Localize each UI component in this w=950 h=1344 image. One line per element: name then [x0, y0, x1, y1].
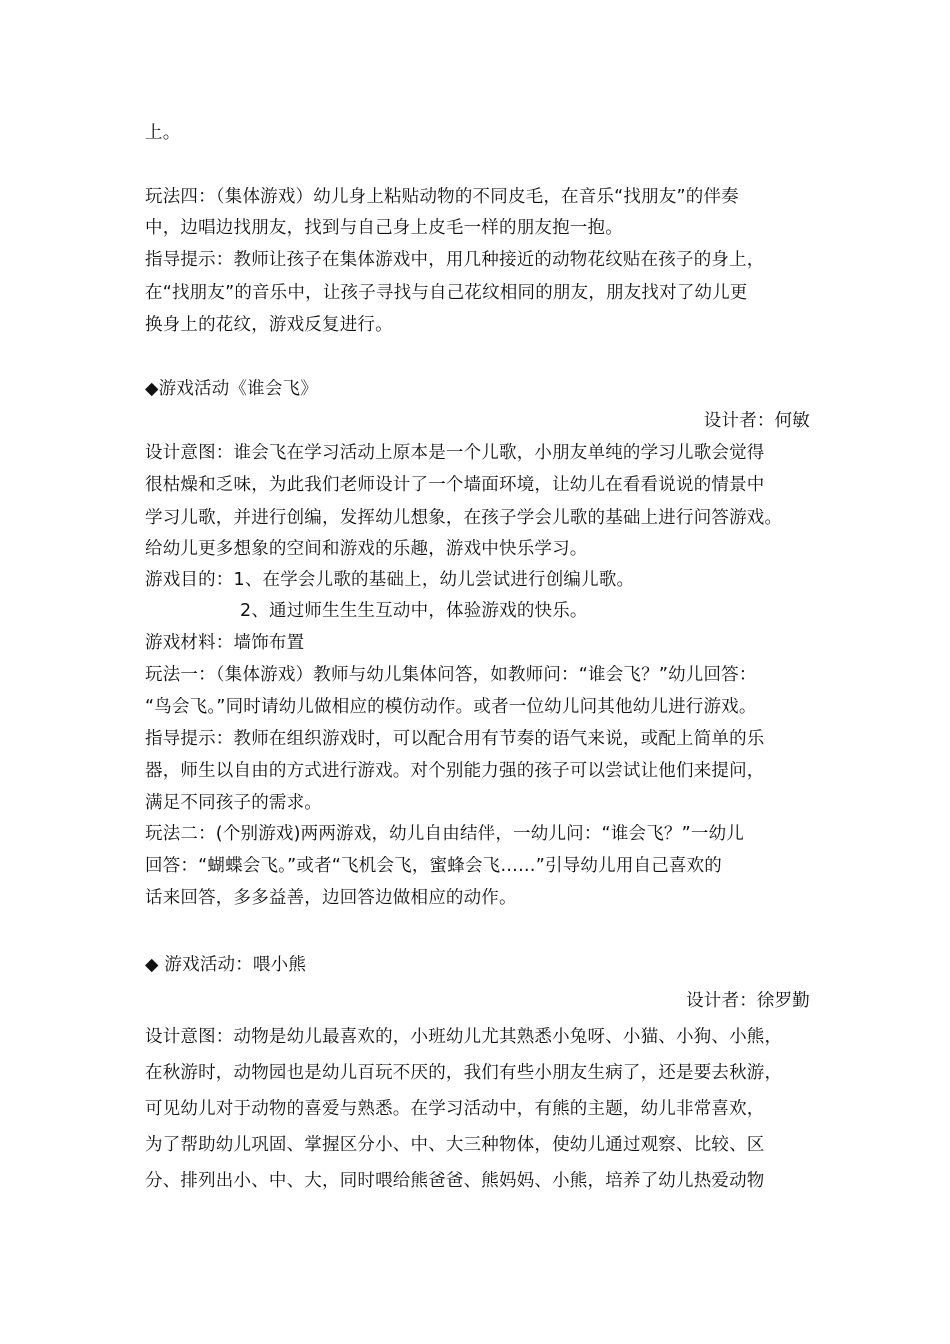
play4-line-1: 玩法四：（集体游戏）幼儿身上粘贴动物的不同皮毛，在音乐“找朋友”的伴奏: [145, 187, 739, 207]
activity1-guide-line-3: 满足不同孩子的需求。: [145, 793, 322, 813]
activity1-material: 游戏材料：墙饰布置: [145, 633, 305, 653]
play4-guide-line-1: 指导提示：教师让孩子在集体游戏中，用几种接近的动物花纹贴在孩子的身上，: [145, 250, 765, 270]
activity1-guide-line-1: 指导提示：教师在组织游戏时，可以配合用有节奏的语气来说，或配上简单的乐: [145, 729, 765, 749]
activity1-play1-line-2: “鸟会飞。”同时请幼儿做相应的模仿动作。或者一位幼儿问其他幼儿进行游戏。: [145, 697, 757, 717]
activity1-guide-line-2: 器，师生以自由的方式进行游戏。对个别能力强的孩子可以尝试让他们来提问，: [145, 761, 765, 781]
activity1-intent-line-2: 很枯燥和乏味，为此我们老师设计了一个墙面环境，让幼儿在看看说说的情景中: [145, 475, 765, 495]
play4-guide-line-2: 在“找朋友”的音乐中，让孩子寻找与自己花纹相同的朋友，朋友找对了幼儿更: [145, 283, 748, 303]
activity1-play2-line-3: 话来回答，多多益善，边回答边做相应的动作。: [145, 888, 517, 908]
activity1-designer: 设计者：何敏: [703, 411, 810, 431]
paragraph-fragment-line: 上。: [145, 123, 181, 143]
play4-guide-line-3: 换身上的花纹，游戏反复进行。: [145, 315, 393, 335]
activity1-intent-line-3: 学习儿歌，并进行创编，发挥幼儿想象，在孩子学会儿歌的基础上进行问答游戏。: [145, 508, 783, 528]
activity2-intent-line-2: 在秋游时，动物园也是幼儿百玩不厌的，我们有些小朋友生病了，还是要去秋游，: [145, 1063, 783, 1083]
activity1-heading: ◆游戏活动《谁会飞》: [145, 379, 318, 399]
activity2-heading: ◆ 游戏活动：喂小熊: [145, 955, 307, 975]
activity2-designer: 设计者：徐罗勤: [686, 991, 810, 1011]
activity1-intent-line-1: 设计意图：谁会飞在学习活动上原本是一个儿歌，小朋友单纯的学习儿歌会觉得: [145, 443, 765, 463]
activity1-intent-line-4: 给幼儿更多想象的空间和游戏的乐趣，游戏中快乐学习。: [145, 539, 588, 559]
activity1-play2-line-1: 玩法二：(个别游戏)两两游戏，幼儿自由结伴，一幼儿问：“谁会飞？”一幼儿: [145, 824, 744, 844]
activity2-intent-line-5: 分、排列出小、中、大，同时喂给熊爸爸、熊妈妈、小熊，培养了幼儿热爱动物: [145, 1171, 765, 1191]
activity2-intent-line-4: 为了帮助幼儿巩固、掌握区分小、中、大三种物体，使幼儿通过观察、比较、区: [145, 1135, 765, 1155]
activity1-goal-line-1: 游戏目的：1、在学会儿歌的基础上，幼儿尝试进行创编儿歌。: [145, 570, 635, 590]
activity1-play2-line-2: 回答：“蝴蝶会飞。”或者“飞机会飞，蜜蜂会飞……”引导幼儿用自己喜欢的: [145, 856, 723, 876]
play4-line-2: 中，边唱边找朋友，找到与自己身上皮毛一样的朋友抱一抱。: [145, 218, 623, 238]
activity1-goal-line-2: 2、通过师生生生互动中，体验游戏的快乐。: [240, 601, 588, 621]
activity2-intent-line-1: 设计意图：动物是幼儿最喜欢的，小班幼儿尤其熟悉小兔呀、小猫、小狗、小熊，: [145, 1027, 783, 1047]
activity2-intent-line-3: 可见幼儿对于动物的喜爱与熟悉。在学习活动中，有熊的主题，幼儿非常喜欢，: [145, 1099, 765, 1119]
activity1-play1-line-1: 玩法一：（集体游戏）教师与幼儿集体问答，如教师问：“谁会飞？”幼儿回答：: [145, 665, 757, 685]
